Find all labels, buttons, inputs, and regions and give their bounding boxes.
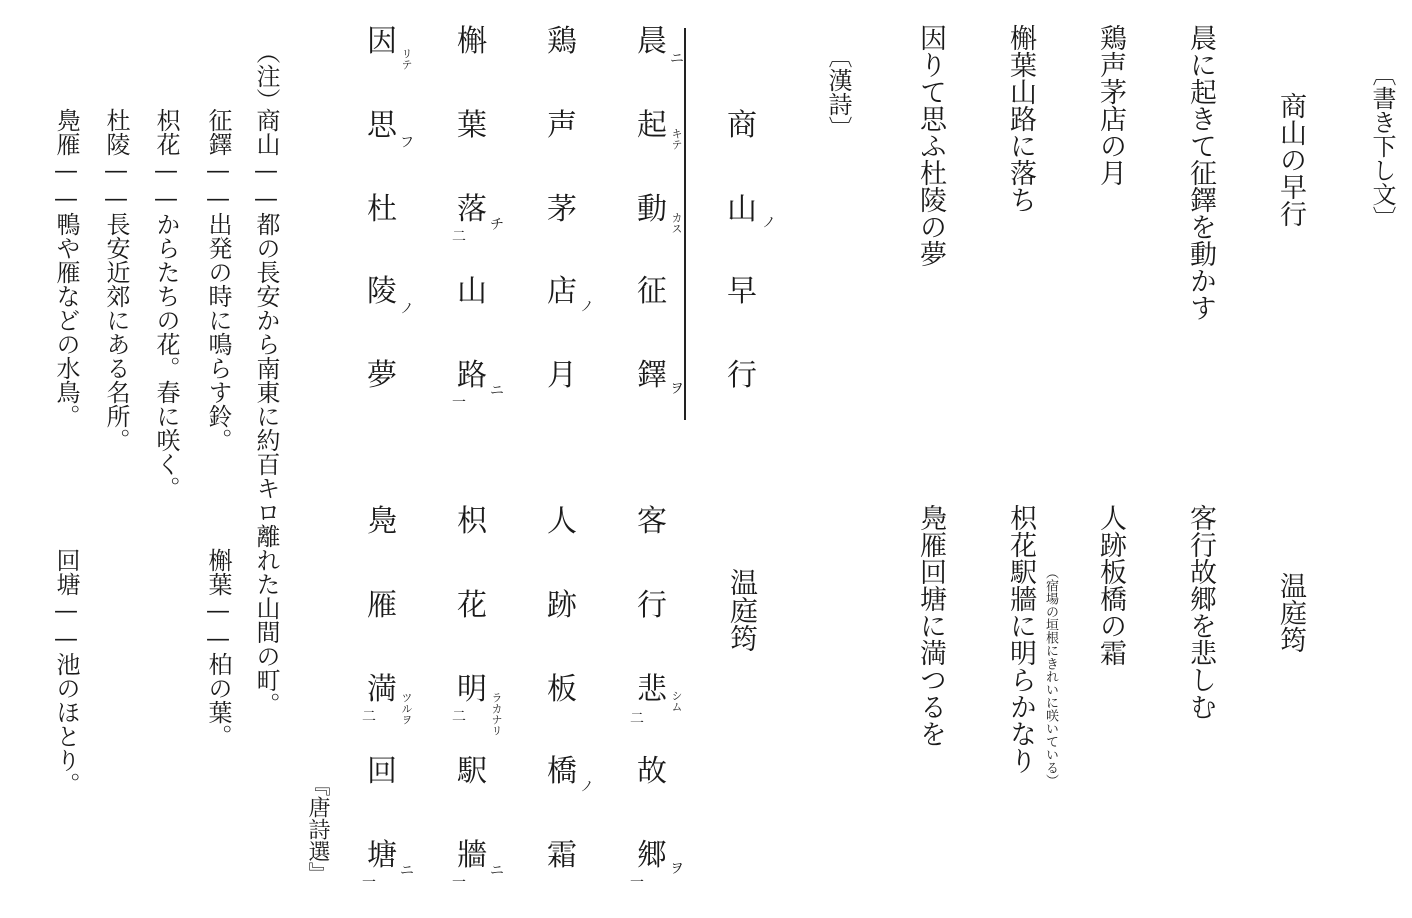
kaeriten-mark: ニ: [400, 863, 414, 879]
note-text: 鴨や雁などの水鳥。: [52, 212, 80, 428]
kanshi-char: 声: [547, 108, 577, 143]
kanshi-char: 橋: [547, 754, 577, 789]
kanshi-char: 駅: [457, 754, 487, 789]
source-citation: 『唐詩選』: [305, 774, 330, 884]
kaeriten-mark: ノ: [762, 215, 776, 231]
kakikudashi-line-3-upper: 槲葉山路に落ち: [1005, 24, 1036, 213]
okurigana-mark: カス: [670, 212, 683, 234]
note-term: 商山: [252, 108, 280, 156]
kaeriten-mark: 一: [362, 875, 376, 891]
kanshi-char: 店: [547, 274, 577, 309]
kaeriten-mark: ニ: [490, 383, 504, 399]
note-text: からたちの花。春に咲く。: [152, 212, 180, 500]
kanshi-char: 塘: [367, 838, 397, 873]
kanshi-char: 槲: [457, 24, 487, 59]
kanshi-header: 〔漢詩〕: [824, 44, 852, 140]
kanshi-char: 路: [457, 358, 487, 393]
note-dash: ——: [252, 156, 280, 212]
kanshi-char: 跡: [547, 588, 577, 623]
note-text: 長安近郊にある名所。: [102, 212, 130, 452]
kaeriten-mark: ヲ: [670, 381, 684, 397]
kaeriten-mark: ノ: [580, 779, 594, 795]
kanshi-title-char: 早: [727, 274, 757, 309]
note-shozan: [246, 108, 286, 716]
kaeriten-mark: ノ: [400, 301, 414, 317]
kaeriten-mark: 二: [362, 709, 376, 725]
note-text: 柏の葉。: [204, 652, 232, 748]
kanshi-char: 郷: [637, 838, 667, 873]
note-term: 回塘: [52, 548, 80, 596]
note-term: 杜陵: [102, 108, 130, 156]
kaeriten-mark: 二: [452, 229, 466, 245]
kanshi-title-char: 商: [727, 108, 757, 143]
kanshi-char: 山: [457, 274, 487, 309]
kanshi-char: 因: [367, 24, 397, 59]
note-dash: ——: [152, 156, 180, 212]
kakikudashi-header: 〔書き下し文〕: [1368, 62, 1396, 230]
note-kika: [146, 108, 186, 500]
okurigana-mark: フ: [400, 135, 414, 151]
kakikudashi-line-4-lower: 鳧雁回塘に満つるを: [915, 504, 946, 747]
kakikudashi-line-1-lower: 客行故郷を悲しむ: [1185, 504, 1216, 720]
kaeriten-mark: ニ: [490, 863, 504, 879]
kakikudashi-line-2-lower: 人跡板橋の霜: [1095, 504, 1126, 666]
kanshi-char: 晨: [637, 24, 667, 59]
kanshi-char: 人: [547, 504, 577, 539]
kakikudashi-author: 温庭筠: [1275, 572, 1306, 653]
kaeriten-mark: ノ: [580, 299, 594, 315]
kaeriten-mark: ニ: [670, 51, 684, 67]
kanshi-char: 葉: [457, 108, 487, 143]
okurigana-mark: ツルヲ: [400, 692, 413, 725]
kanshi-char: 客: [637, 504, 667, 539]
okurigana-mark: シム: [670, 690, 683, 712]
kakikudashi-line-4-upper: 因りて思ふ杜陵の夢: [915, 24, 946, 267]
note-kaito: [46, 548, 86, 796]
note-toryo: [96, 108, 136, 452]
kanshi-char: 霜: [547, 838, 577, 873]
kanshi-char: 花: [457, 588, 487, 623]
kanshi-char: 牆: [457, 838, 487, 873]
kanshi-char: 鶏: [547, 24, 577, 59]
okurigana-mark: チ: [490, 217, 504, 233]
note-term: 槲葉: [204, 548, 232, 596]
kanshi-char: 雁: [367, 588, 397, 623]
kaeriten-mark: 一: [630, 875, 644, 891]
kaeriten-mark: 二: [630, 711, 644, 727]
kanshi-char: 明: [457, 672, 487, 707]
kanshi-char: 行: [637, 588, 667, 623]
note-dash: ——: [204, 596, 232, 652]
kanshi-char: 満: [367, 672, 397, 707]
kanshi-char: 思: [367, 108, 397, 143]
note-text: 池のほとり。: [52, 652, 80, 796]
kanshi-char: 鐸: [637, 358, 667, 393]
note-fugan: [46, 108, 86, 428]
okurigana-mark: ラカナリ: [490, 692, 503, 736]
kakikudashi-line-1-upper: 晨に起きて征鐸を動かす: [1185, 24, 1216, 321]
kanshi-char: 鳧: [367, 504, 397, 539]
note-term: 鳧雁: [52, 108, 80, 156]
kanshi-char: 動: [637, 192, 667, 227]
kaeriten-mark: 一: [452, 395, 466, 411]
kanshi-char: 板: [547, 672, 577, 707]
kanshi-char: 悲: [637, 672, 667, 707]
kanshi-char: 故: [637, 754, 667, 789]
gloss-note: （宿場の垣根にきれいに咲いている）: [1043, 566, 1058, 787]
note-text: 都の長安から南東に約百キロ離れた山間の町。: [252, 212, 280, 716]
notes-label: （注）: [252, 40, 280, 112]
kanshi-char: 陵: [367, 274, 397, 309]
kaeriten-mark: ヲ: [670, 861, 684, 877]
kakikudashi-line-3-lower: 枳花駅牆に明らかなり: [1005, 504, 1036, 774]
note-seitaku: [198, 108, 238, 452]
note-term: 征鐸: [204, 108, 232, 156]
note-text: 出発の時に鳴らす鈴。: [204, 212, 232, 452]
kakikudashi-title: 商山の早行: [1275, 92, 1306, 227]
quote-rule: [684, 28, 686, 420]
note-term: 枳花: [152, 108, 180, 156]
kanshi-author: 温庭筠: [726, 568, 759, 652]
kanshi-title-char: 山: [727, 192, 757, 227]
kanshi-char: 征: [637, 274, 667, 309]
note-dash: ——: [52, 596, 80, 652]
kaeriten-mark: 一: [452, 875, 466, 891]
kakikudashi-line-2-upper: 鶏声茅店の月: [1095, 24, 1126, 186]
okurigana-mark: キテ: [670, 128, 683, 150]
kanshi-char: 枳: [457, 504, 487, 539]
note-dash: ——: [204, 156, 232, 212]
note-dash: ——: [52, 156, 80, 212]
kaeriten-mark: 二: [452, 709, 466, 725]
note-dash: ——: [102, 156, 130, 212]
kanshi-char: 起: [637, 108, 667, 143]
kanshi-title-char: 行: [727, 358, 757, 393]
kanshi-char: 夢: [367, 358, 397, 393]
kanshi-char: 回: [367, 754, 397, 789]
kanshi-char: 月: [547, 358, 577, 393]
kanshi-char: 茅: [547, 192, 577, 227]
okurigana-mark: リテ: [400, 48, 413, 70]
note-kokuyo: [198, 548, 238, 748]
kanshi-char: 落: [457, 192, 487, 227]
kanshi-char: 杜: [367, 192, 397, 227]
